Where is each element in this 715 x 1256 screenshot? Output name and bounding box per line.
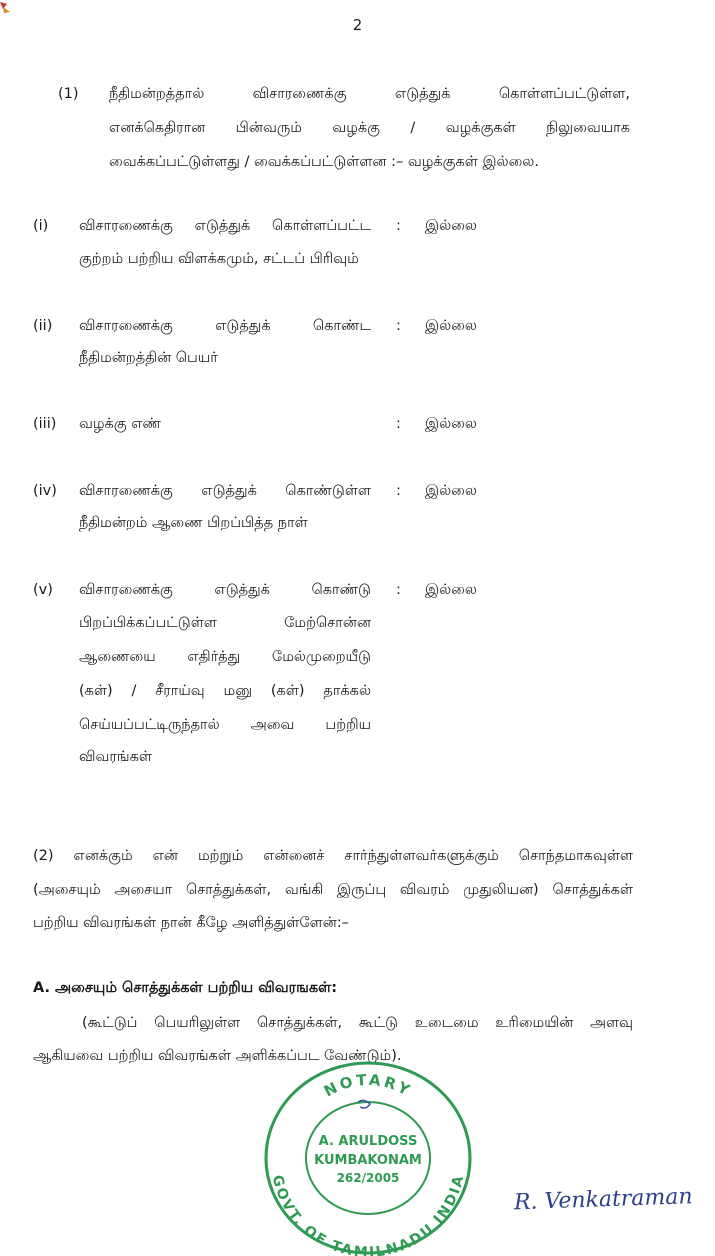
section-2-line: பற்றிய விவரங்கள் நான் கீழே அளித்துள்ளேன்:– bbox=[33, 915, 349, 931]
stamp-top-text: NOTARY bbox=[320, 1070, 416, 1101]
item-line: விசாரணைக்கு எடுத்துக் கொண்ட bbox=[79, 318, 371, 334]
item-line: குற்றம் பற்றிய விளக்கமும், சட்டப் பிரிவும் bbox=[79, 251, 359, 267]
item-line: ஆணையை எதிர்த்து மேல்முறையீடு bbox=[79, 649, 371, 665]
item-line: வழக்கு எண் bbox=[79, 416, 161, 432]
section-1-number: (1) bbox=[58, 86, 79, 102]
item-colon: : bbox=[396, 483, 401, 499]
svg-text:NOTARY bbox=[321, 1071, 415, 1101]
item-line: செய்யப்பட்டிருந்தால் அவை பற்றிய bbox=[79, 717, 371, 733]
item-line: (கள்) / சீராய்வு மனு (கள்) தாக்கல் bbox=[79, 683, 371, 699]
page-number: 2 bbox=[352, 16, 363, 34]
item-colon: : bbox=[396, 582, 401, 598]
item-answer: இல்லை bbox=[425, 416, 477, 432]
item-line: நீதிமன்றம் ஆணை பிறப்பித்த நாள் bbox=[79, 515, 308, 531]
section-a-heading: A. அசையும் சொத்துக்கள் பற்றிய விவரஙகள்: bbox=[33, 980, 337, 996]
section-1-line: எனக்கெதிரான பின்வரும் வழக்கு / வழக்குகள் நிலுவையாக bbox=[109, 120, 630, 136]
section-a-line: ஆகியவை பற்றிய விவரங்கள் அளிக்கப்பட வேண்டும்). bbox=[33, 1048, 402, 1064]
signature-text: R. Venkatraman bbox=[513, 1184, 693, 1216]
item-answer: இல்லை bbox=[425, 218, 477, 234]
item-number: (v) bbox=[33, 582, 53, 598]
item-colon: : bbox=[396, 416, 401, 432]
section-1-line: வைக்கப்பட்டுள்ளது / வைக்கப்பட்டுள்ளன :– வழக்குகள் இல்லை. bbox=[109, 154, 539, 170]
item-answer: இல்லை bbox=[425, 483, 477, 499]
item-colon: : bbox=[396, 218, 401, 234]
corner-mark bbox=[0, 0, 14, 14]
item-line: பிறப்பிக்கப்பட்டுள்ள மேற்சொன்ன bbox=[79, 615, 371, 631]
item-number: (iii) bbox=[33, 416, 57, 432]
item-line: விசாரணைக்கு எடுத்துக் கொண்டுள்ள bbox=[79, 483, 371, 499]
item-number: (i) bbox=[33, 218, 49, 234]
item-number: (iv) bbox=[33, 483, 57, 499]
stamp-reg-no: 262/2005 bbox=[336, 1171, 400, 1185]
section-1-line: நீதிமன்றத்தால் விசாரணைக்கு எடுத்துக் கொள்ளப்பட்டுள்ள, bbox=[109, 86, 630, 102]
item-line: விசாரணைக்கு எடுத்துக் கொண்டு bbox=[79, 582, 371, 598]
item-line: விசாரணைக்கு எடுத்துக் கொள்ளப்பட்ட bbox=[79, 218, 371, 234]
stamp-place: KUMBAKONAM bbox=[314, 1153, 422, 1168]
signature bbox=[510, 1172, 710, 1222]
stamp-bottom-text: GOVT. OF TAMILNADU INDIA bbox=[268, 1173, 468, 1256]
notary-stamp bbox=[263, 1060, 473, 1256]
item-answer: இல்லை bbox=[425, 582, 477, 598]
item-answer: இல்லை bbox=[425, 318, 477, 334]
section-2-line: (2) எனக்கும் என் மற்றும் என்னைச் சார்ந்துள்ளவர்களுக்கும் சொந்தமாகவுள்ள bbox=[33, 848, 633, 864]
item-colon: : bbox=[396, 318, 401, 334]
item-line: நீதிமன்றத்தின் பெயர் bbox=[79, 350, 218, 366]
stamp-name: A. ARULDOSS bbox=[318, 1134, 418, 1149]
section-a-line: (கூட்டுப் பெயரிலுள்ள சொத்துக்கள், கூட்டு உடைமை உரிமையின் அளவு bbox=[82, 1015, 633, 1031]
section-2-line: (அசையும் அசையா சொத்துக்கள், வங்கி இருப்பு விவரம் முதுலியன) சொத்துக்கள் bbox=[33, 882, 633, 898]
item-line: விவரங்கள் bbox=[79, 749, 152, 765]
item-number: (ii) bbox=[33, 318, 53, 334]
